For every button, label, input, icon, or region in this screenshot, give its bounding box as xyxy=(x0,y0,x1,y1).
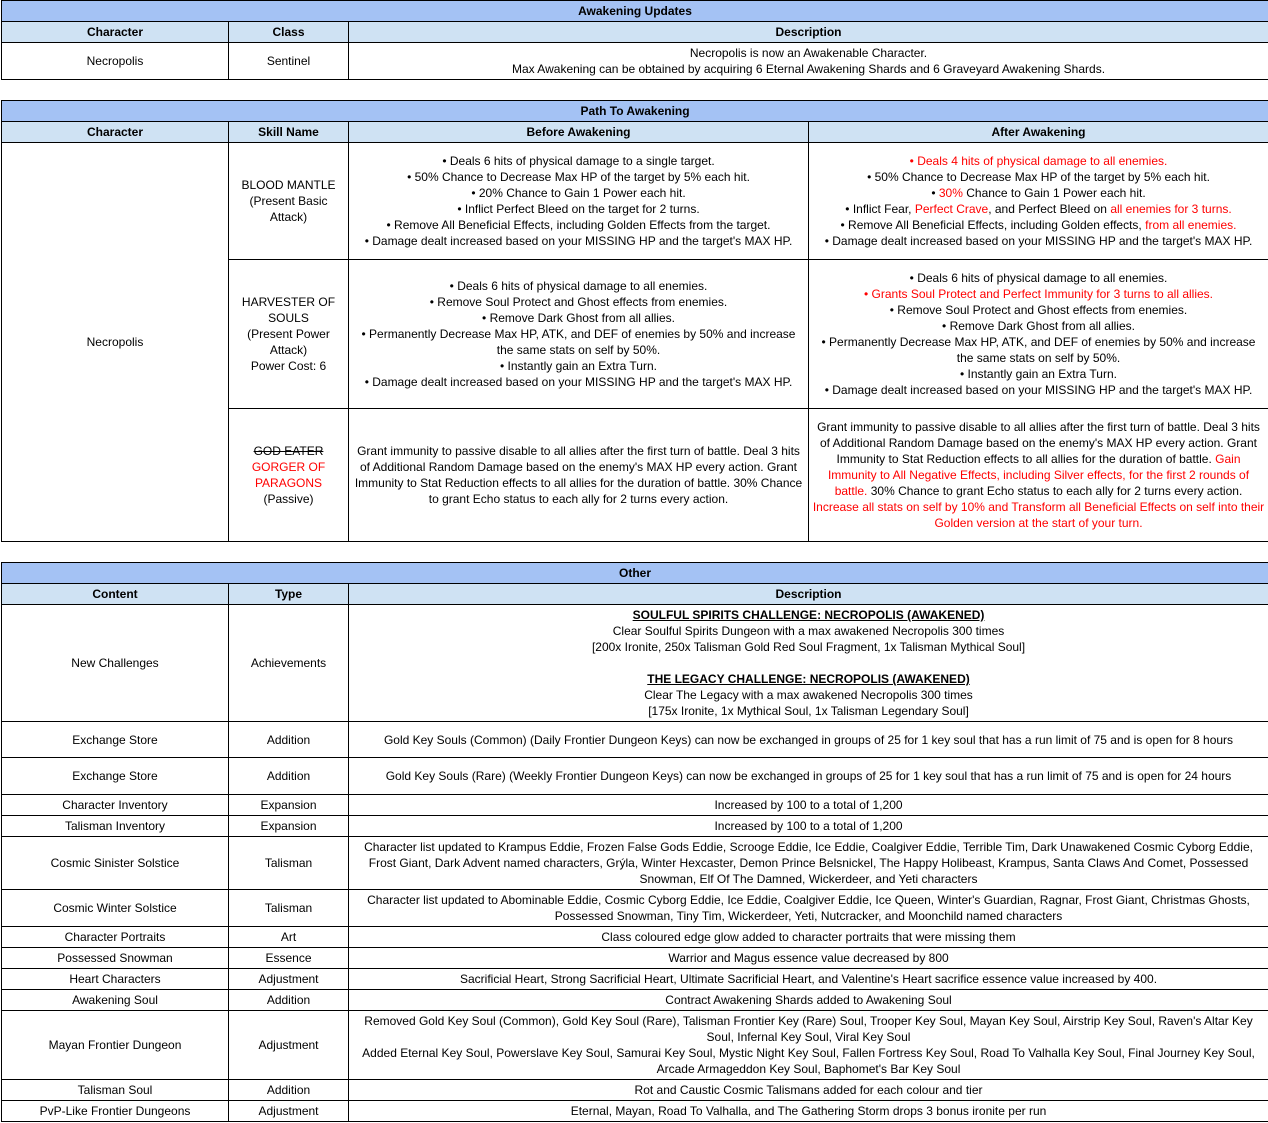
header-before-awakening: Before Awakening xyxy=(349,122,809,143)
effect-line: • Remove Soul Protect and Ghost effects from enemies. xyxy=(429,295,728,309)
content-cell: Exchange Store xyxy=(2,758,229,795)
effect-line: • Remove All Beneficial Effects, including Golden Effects from the target. xyxy=(386,218,771,232)
description-cell xyxy=(349,1011,1268,1080)
type-cell: Talisman xyxy=(229,837,349,890)
after-cell xyxy=(809,409,1268,542)
effect-line: • Damage dealt increased based on your MISSING HP and the target's MAX HP. xyxy=(364,375,793,389)
description-cell: Rot and Caustic Cosmic Talismans added for each colour and tier xyxy=(349,1080,1268,1101)
skill-cost: Power Cost: 6 xyxy=(250,359,327,373)
other-table xyxy=(1,562,1268,1122)
effect-line: • Instantly gain an Extra Turn. xyxy=(960,367,1117,381)
effect-line: • Deals 6 hits of physical damage to a single target. xyxy=(442,154,715,168)
content-cell: Exchange Store xyxy=(2,722,229,758)
description-cell: Character list updated to Krampus Eddie, Frozen False Gods Eddie, Scrooge Eddie, Ice Eddie, Coalgiver Eddie, Terrible Tim, Dark Unawakened Cosmic Cyborg Eddie, Frost Giant, Dark Advent named characters, Grýla, Winter Hexcaster, Demon Prince Belsnickel, The Happy Holibeast, Krampus, Santa Claws And Comet, Possessed Snowman, Elf Of The Damned, Wickerdeer, and Yeti characters xyxy=(349,837,1268,890)
effect-text: Chance to Gain 1 Power each hit. xyxy=(962,186,1146,200)
class-cell: Sentinel xyxy=(229,43,349,80)
content-cell: Character Portraits xyxy=(2,927,229,948)
table-row xyxy=(2,795,1268,816)
table-row xyxy=(2,890,1268,927)
header-character: Character xyxy=(2,122,229,143)
effect-line xyxy=(812,185,1265,201)
table-row xyxy=(2,722,1268,758)
description-cell: Class coloured edge glow added to character portraits that were missing them xyxy=(349,927,1268,948)
after-cell xyxy=(809,143,1268,260)
content-cell: Talisman Inventory xyxy=(2,816,229,837)
effect-line: • Permanently Decrease Max HP, ATK, and DEF of enemies by 50% and increase the same stats on self by 50%. xyxy=(361,327,796,357)
effect-text: , and Perfect Bleed on xyxy=(988,202,1111,216)
content-cell: New Challenges xyxy=(2,605,229,722)
table-row xyxy=(2,1011,1268,1080)
description-cell: Increased by 100 to a total of 1,200 xyxy=(349,795,1268,816)
challenge-line: Clear Soulful Spirits Dungeon with a max awakened Necropolis 300 times xyxy=(612,624,1005,638)
content-cell: Heart Characters xyxy=(2,969,229,990)
header-description: Description xyxy=(349,22,1268,43)
header-content: Content xyxy=(2,584,229,605)
changed-text: from all enemies. xyxy=(1145,218,1237,232)
header-description: Description xyxy=(349,584,1268,605)
skill-name-cell xyxy=(229,260,349,409)
type-cell: Achievements xyxy=(229,605,349,722)
changed-text: Gain Immunity to All Negative Effects, including Silver effects, for the first 2 rounds of battle. xyxy=(827,452,1250,498)
spacer xyxy=(352,655,1265,671)
effect-line-changed: • Deals 4 hits of physical damage to all enemies. xyxy=(909,154,1168,168)
content-cell: PvP-Like Frontier Dungeons xyxy=(2,1101,229,1122)
effect-line xyxy=(812,201,1265,217)
effect-line: • Damage dealt increased based on your MISSING HP and the target's MAX HP. xyxy=(824,234,1253,248)
content-cell: Possessed Snowman xyxy=(2,948,229,969)
description-cell xyxy=(349,605,1268,722)
effect-text: 30% Chance to grant Echo status to each ally for 2 turns every action. xyxy=(867,484,1243,498)
description-cell: Sacrificial Heart, Strong Sacrificial Heart, Ultimate Sacrificial Heart, and Valentine's Heart sacrifice essence value increased by 400. xyxy=(349,969,1268,990)
skill-type: (Passive) xyxy=(263,492,314,506)
changed-text: Increase all stats on self by 10% and Transform all Beneficial Effects on self into their Golden version at the start of your turn. xyxy=(812,500,1265,530)
table-row xyxy=(2,837,1268,890)
before-cell xyxy=(349,260,809,409)
table-row xyxy=(2,969,1268,990)
challenge-line: Clear The Legacy with a max awakened Necropolis 300 times xyxy=(644,688,973,702)
skill-name: HARVESTER OF SOULS xyxy=(241,295,336,325)
description-line: Necropolis is now an Awakenable Character. xyxy=(689,46,928,60)
effect-line: • Permanently Decrease Max HP, ATK, and DEF of enemies by 50% and increase the same stats on self by 50%. xyxy=(821,335,1256,365)
character-cell: Necropolis xyxy=(2,143,229,542)
content-cell: Cosmic Winter Solstice xyxy=(2,890,229,927)
other-title: Other xyxy=(2,563,1268,584)
effect-text: • Inflict Fear, xyxy=(845,202,915,216)
content-cell: Talisman Soul xyxy=(2,1080,229,1101)
table-row xyxy=(2,605,1268,722)
effect-line: • Remove Soul Protect and Ghost effects from enemies. xyxy=(889,303,1188,317)
content-cell: Mayan Frontier Dungeon xyxy=(2,1011,229,1080)
skill-name-new: GORGER OF PARAGONS xyxy=(251,460,326,490)
effect-line: • Damage dealt increased based on your MISSING HP and the target's MAX HP. xyxy=(364,234,793,248)
description-cell: Warrior and Magus essence value decreased by 800 xyxy=(349,948,1268,969)
skill-type: (Present Power Attack) xyxy=(247,327,330,357)
type-cell: Addition xyxy=(229,1080,349,1101)
table-row xyxy=(2,758,1268,795)
description-cell: Gold Key Souls (Common) (Daily Frontier Dungeon Keys) can now be exchanged in groups of 25 for 1 key soul that has a run limit of 75 and is open for 8 hours xyxy=(349,722,1268,758)
table-row xyxy=(2,816,1268,837)
character-cell: Necropolis xyxy=(2,43,229,80)
description-cell: Contract Awakening Shards added to Awakening Soul xyxy=(349,990,1268,1011)
skill-name-cell xyxy=(229,409,349,542)
table-row xyxy=(2,43,1268,80)
skill-name-cell xyxy=(229,143,349,260)
effect-line xyxy=(812,217,1265,233)
type-cell: Addition xyxy=(229,990,349,1011)
challenge-rewards: [200x Ironite, 250x Talisman Gold Red Soul Fragment, 1x Talisman Mythical Soul] xyxy=(591,640,1026,654)
effect-text: Grant immunity to passive disable to all allies after the first turn of battle. Deal 3 hits of Additional Random Damage based on the enemy's MAX HP every action. Grant Immunity to Stat Reduction effects to all allies for the duration of battle. xyxy=(817,420,1260,466)
changed-text: Perfect Crave xyxy=(914,202,989,216)
after-cell xyxy=(809,260,1268,409)
type-cell: Adjustment xyxy=(229,969,349,990)
header-after-awakening: After Awakening xyxy=(809,122,1268,143)
content-cell: Character Inventory xyxy=(2,795,229,816)
header-character: Character xyxy=(2,22,229,43)
challenge-rewards: [175x Ironite, 1x Mythical Soul, 1x Talisman Legendary Soul] xyxy=(648,704,969,718)
before-cell xyxy=(349,143,809,260)
effect-text: • xyxy=(931,186,939,200)
challenge-heading: THE LEGACY CHALLENGE: NECROPOLIS (AWAKENED) xyxy=(647,672,970,686)
header-type: Type xyxy=(229,584,349,605)
type-cell: Adjustment xyxy=(229,1101,349,1122)
type-cell: Adjustment xyxy=(229,1011,349,1080)
table-row xyxy=(2,1080,1268,1101)
effect-line: • Deals 6 hits of physical damage to all enemies. xyxy=(909,271,1168,285)
effect-line-changed: • Grants Soul Protect and Perfect Immunity for 3 turns to all allies. xyxy=(863,287,1213,301)
skill-row xyxy=(2,143,1268,260)
type-cell: Addition xyxy=(229,758,349,795)
table-row xyxy=(2,948,1268,969)
type-cell: Expansion xyxy=(229,795,349,816)
description-cell: Gold Key Souls (Rare) (Weekly Frontier Dungeon Keys) can now be exchanged in groups of 25 for 1 key soul that has a run limit of 75 and is open for 24 hours xyxy=(349,758,1268,795)
skill-name: BLOOD MANTLE xyxy=(241,178,336,192)
description-line: Max Awakening can be obtained by acquiring 6 Eternal Awakening Shards and 6 Graveyard Awakening Shards. xyxy=(511,62,1106,76)
changed-text: all enemies for 3 turns. xyxy=(1110,202,1232,216)
description-cell: Increased by 100 to a total of 1,200 xyxy=(349,816,1268,837)
challenge-heading: SOULFUL SPIRITS CHALLENGE: NECROPOLIS (AWAKENED) xyxy=(632,608,985,622)
effect-line: • 50% Chance to Decrease Max HP of the target by 5% each hit. xyxy=(867,170,1210,184)
effect-line: • Deals 6 hits of physical damage to all enemies. xyxy=(449,279,708,293)
header-class: Class xyxy=(229,22,349,43)
before-cell: Grant immunity to passive disable to all allies after the first turn of battle. Deal 3 hits of Additional Random Damage based on the enemy's MAX HP every action. Grant Immunity to Stat Reduction effects to all allies for the duration of battle. 30% Chance to grant Echo status to each ally for 2 turns every action. xyxy=(349,409,809,542)
effect-text: • Remove All Beneficial Effects, including Golden effects, xyxy=(840,218,1146,232)
effect-line: • Damage dealt increased based on your MISSING HP and the target's MAX HP. xyxy=(824,383,1253,397)
effect-line: • Remove Dark Ghost from all allies. xyxy=(482,311,675,325)
header-skill-name: Skill Name xyxy=(229,122,349,143)
skill-type: (Present Basic Attack) xyxy=(249,194,328,224)
description-cell: Eternal, Mayan, Road To Valhalla, and The Gathering Storm drops 3 bonus ironite per run xyxy=(349,1101,1268,1122)
effect-line: • Inflict Perfect Bleed on the target for 2 turns. xyxy=(457,202,700,216)
description-line: Added Eternal Key Soul, Powerslave Key Soul, Samurai Key Soul, Mystic Night Key Soul, Fallen Fortress Key Soul, Road To Valhalla Key Soul, Final Journey Key Soul, Arcade Armageddon Key Soul, Baphomet's Bar Key Soul xyxy=(362,1046,1255,1076)
description-cell xyxy=(349,43,1268,80)
skill-name-old: GOD EATER xyxy=(253,444,324,458)
path-title: Path To Awakening xyxy=(2,101,1268,122)
table-row xyxy=(2,927,1268,948)
effect-line: • 20% Chance to Gain 1 Power each hit. xyxy=(471,186,686,200)
description-cell: Character list updated to Abominable Eddie, Cosmic Cyborg Eddie, Ice Eddie, Coalgiver Eddie, Ice Queen, Winter's Guardian, Ragnar, Frost Giant, Christmas Ghosts, Possessed Snowman, Tiny Tim, Wickerdeer, Yeti, Nutcracker, and Moonchild named characters xyxy=(349,890,1268,927)
type-cell: Art xyxy=(229,927,349,948)
description-line: Removed Gold Key Soul (Common), Gold Key Soul (Rare), Talisman Frontier Key (Rare) Soul, Trooper Key Soul, Mayan Key Soul, Airstrip Key Soul, Raven's Altar Key Soul, Infernal Key Soul, Viral Key Soul xyxy=(364,1014,1253,1044)
table-row xyxy=(2,1101,1268,1122)
type-cell: Addition xyxy=(229,722,349,758)
type-cell: Expansion xyxy=(229,816,349,837)
type-cell: Talisman xyxy=(229,890,349,927)
effect-line: • 50% Chance to Decrease Max HP of the target by 5% each hit. xyxy=(407,170,750,184)
awakening-updates-title: Awakening Updates xyxy=(2,1,1268,22)
effect-line: • Remove Dark Ghost from all allies. xyxy=(942,319,1135,333)
path-to-awakening-table xyxy=(1,100,1268,542)
awakening-updates-table xyxy=(1,0,1268,80)
changed-text: 30% xyxy=(938,186,963,200)
content-cell: Awakening Soul xyxy=(2,990,229,1011)
effect-line: • Instantly gain an Extra Turn. xyxy=(500,359,657,373)
table-row xyxy=(2,990,1268,1011)
type-cell: Essence xyxy=(229,948,349,969)
content-cell: Cosmic Sinister Solstice xyxy=(2,837,229,890)
